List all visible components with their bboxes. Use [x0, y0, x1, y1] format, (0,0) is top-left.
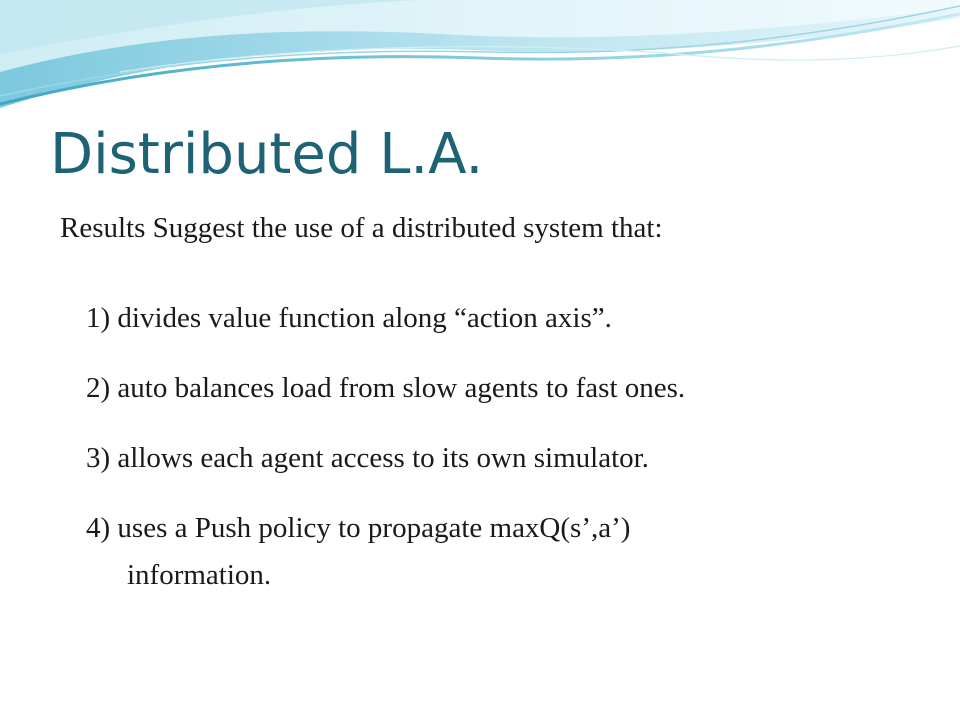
list-item: 4) uses a Push policy to propagate maxQ(s’,a’): [86, 512, 631, 544]
list-item-continuation: information.: [127, 559, 272, 591]
list-item: 2) auto balances load from slow agents to fast ones.: [86, 372, 686, 404]
list-item: 1) divides value function along “action axis”.: [86, 302, 612, 334]
slide-title: Distributed L.A.: [50, 122, 484, 187]
intro-text: Results Suggest the use of a distributed system that:: [60, 212, 663, 244]
list-item: 3) allows each agent access to its own simulator.: [86, 442, 649, 474]
decorative-wave-header: [0, 0, 960, 130]
